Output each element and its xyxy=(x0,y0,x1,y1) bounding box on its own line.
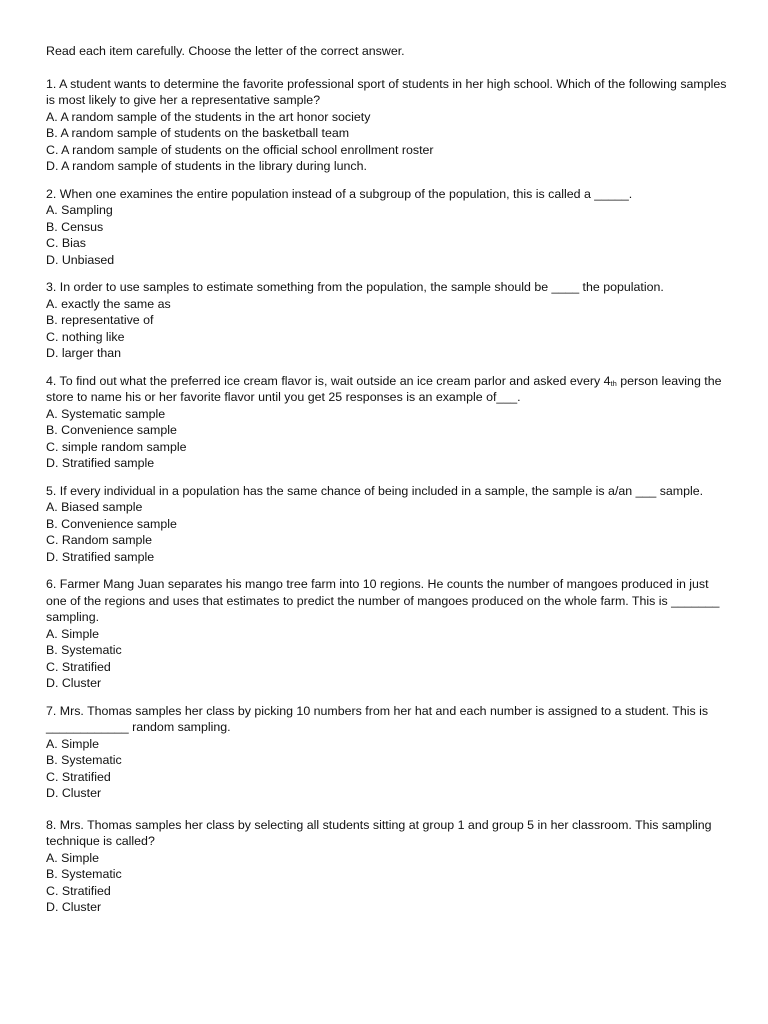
question-stem: 7. Mrs. Thomas samples her class by picking 10 numbers from her hat and each number is assigned to a student. This is ____________ random sampling. xyxy=(46,703,709,734)
stem-part-after: person leaving the store to name his or her favorite flavor until you get 25 responses is an example of___. xyxy=(46,373,722,404)
question-stem: 6. Farmer Mang Juan separates his mango tree farm into 10 regions. He counts the number of mangoes produced in just one of the regions and uses that estimates to predict the number of mangoes produced on the whole farm. This is _______ sampling. xyxy=(46,577,720,624)
choice-a: A. Sampling xyxy=(46,203,113,217)
choice-c: C. Stratified xyxy=(46,883,111,898)
choice-d: D. Cluster xyxy=(46,786,102,800)
choice-d: D. Cluster xyxy=(46,676,102,690)
choice-b: B. representative of xyxy=(46,313,154,327)
choice-d: D. larger than xyxy=(46,346,122,360)
choice-b: B. Convenience sample xyxy=(46,423,177,437)
choice-b: B. Convenience sample xyxy=(46,516,177,531)
choice-b: B. Systematic xyxy=(46,867,122,881)
choice-a: A. Systematic sample xyxy=(46,406,166,421)
choice-d: D. Stratified sample xyxy=(46,456,155,470)
choice-a: A. Simple xyxy=(46,850,100,865)
question-stem: 8. Mrs. Thomas samples her class by selecting all students sitting at group 1 and group 5 in her classroom. This sampling technique is called? xyxy=(46,817,712,848)
choice-d: D. Cluster xyxy=(46,900,102,914)
choice-d: D. A random sample of students in the library during lunch. xyxy=(46,159,367,173)
question-stem: 3. In order to use samples to estimate something from the population, the sample should be ____ the population. xyxy=(46,280,664,294)
choice-a: A. exactly the same as xyxy=(46,296,171,311)
question-2 xyxy=(46,186,728,269)
choice-c: C. simple random sample xyxy=(46,439,187,454)
choice-c: C. Stratified xyxy=(46,769,111,784)
question-stem: 2. When one examines the entire population instead of a subgroup of the population, this is called a _____. xyxy=(46,186,633,201)
question-stem: 1. A student wants to determine the favorite professional sport of students in her high school. Which of the following samples is most likely to give her a representative sample? xyxy=(46,76,727,107)
question-8 xyxy=(46,817,728,916)
stem-part-before: 4. To find out what the preferred ice cream flavor is, wait outside an ice cream parlor and asked every 4 xyxy=(46,373,611,388)
ordinal-suffix: th xyxy=(610,378,617,388)
choice-c: C. Random sample xyxy=(46,533,153,547)
choice-b: B. A random sample of students on the basketball team xyxy=(46,126,350,140)
question-stem: 5. If every individual in a population has the same chance of being included in a sample, the sample is a/an ___ sample. xyxy=(46,483,704,498)
choice-c: C. nothing like xyxy=(46,329,125,344)
choice-b: B. Systematic xyxy=(46,643,122,657)
question-6 xyxy=(46,576,728,692)
choice-a: A. Simple xyxy=(46,736,100,751)
question-3 xyxy=(46,279,728,362)
question-4 xyxy=(46,373,728,472)
question-5 xyxy=(46,483,728,566)
choice-b: B. Census xyxy=(46,219,104,234)
instructions: Read each item carefully. Choose the letter of the correct answer. xyxy=(46,44,405,58)
question-stem xyxy=(46,373,728,406)
choice-b: B. Systematic xyxy=(46,753,122,767)
choice-c: C. Stratified xyxy=(46,659,111,674)
choice-d: D. Unbiased xyxy=(46,252,115,267)
question-1 xyxy=(46,76,728,175)
choice-d: D. Stratified sample xyxy=(46,549,155,564)
choice-a: A. A random sample of the students in the art honor society xyxy=(46,109,371,124)
question-7 xyxy=(46,703,728,802)
choice-c: C. A random sample of students on the official school enrollment roster xyxy=(46,142,434,157)
choice-a: A. Biased sample xyxy=(46,500,143,514)
choice-c: C. Bias xyxy=(46,236,86,250)
choice-a: A. Simple xyxy=(46,626,100,641)
